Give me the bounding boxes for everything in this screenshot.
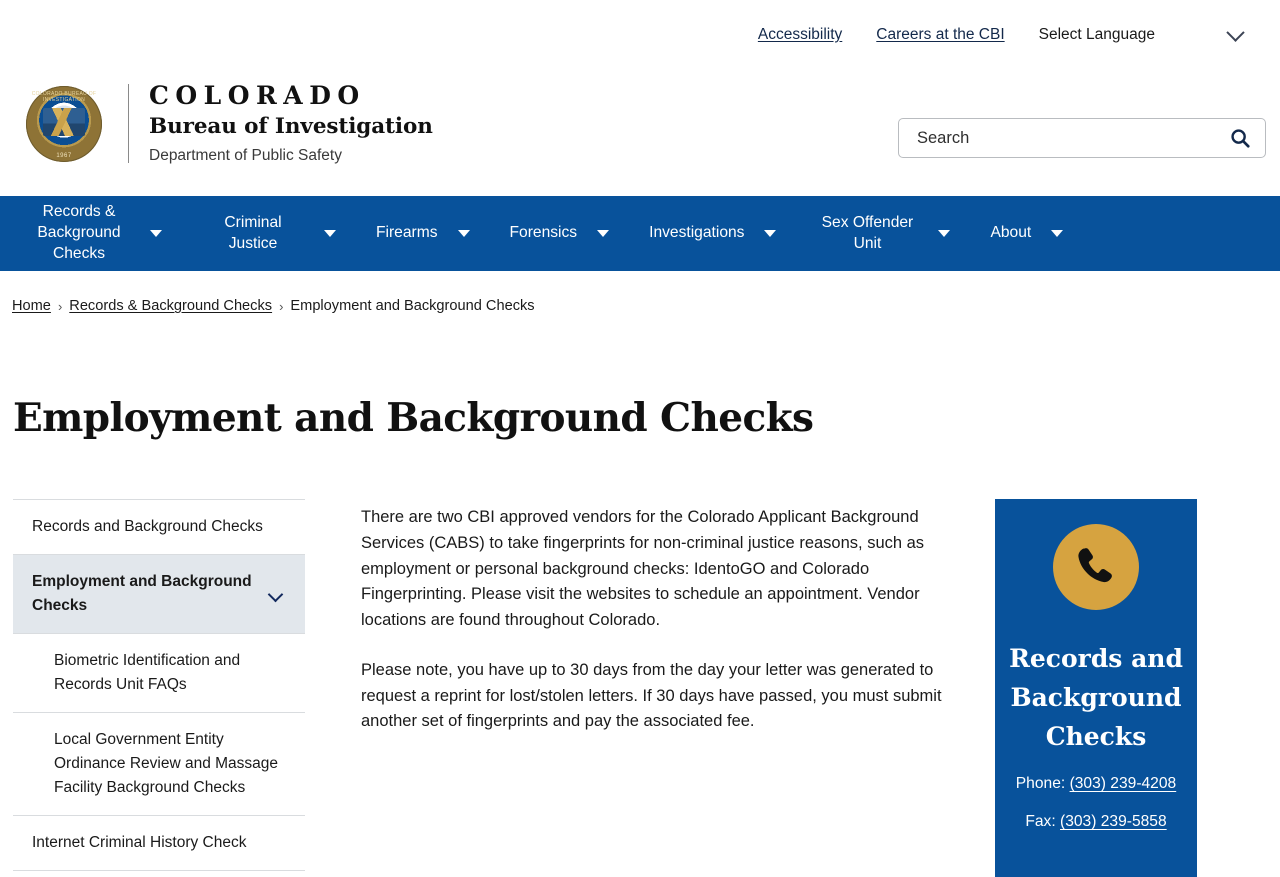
- contact-phone-label: Phone:: [1015, 775, 1066, 793]
- contact-card: [995, 499, 1197, 877]
- nav-label: Forensics: [509, 224, 578, 242]
- sidebar-item-employment-and-background-checks[interactable]: [13, 555, 305, 634]
- chevron-down-icon[interactable]: [324, 230, 336, 237]
- nav-item-sex-offender-unit[interactable]: [802, 196, 976, 271]
- section-navigation: [13, 499, 305, 871]
- cbi-seal-icon: [26, 86, 102, 162]
- contact-phone-row: [1007, 772, 1185, 795]
- brand-line-bureau: Bureau of Investigation: [149, 113, 433, 139]
- brand-line-colorado: COLORADO: [149, 81, 366, 110]
- chevron-down-icon: [1226, 23, 1244, 41]
- brand-divider: [128, 84, 129, 163]
- contact-fax-label: Fax:: [1025, 812, 1056, 830]
- sidebar-item-label: Records and Background Checks: [32, 518, 263, 536]
- chevron-down-icon[interactable]: [764, 230, 776, 237]
- chevron-down-icon[interactable]: [938, 230, 950, 237]
- nav-label: Investigations: [649, 224, 745, 242]
- accessibility-link[interactable]: Accessibility: [757, 26, 843, 43]
- seal-year: 1967: [56, 152, 72, 159]
- sidebar-item-local-government-entity-ordinance-review[interactable]: [13, 713, 305, 816]
- nav-item-firearms[interactable]: [362, 196, 496, 271]
- breadcrumb-separator: ›: [57, 298, 63, 314]
- utility-bar: [0, 0, 1280, 76]
- careers-link[interactable]: Careers at the CBI: [876, 26, 1005, 43]
- sidebar-item-label: Internet Criminal History Check: [32, 834, 247, 852]
- sidebar-item-label: Biometric Identification and Records Unit FAQs: [54, 652, 241, 694]
- nav-item-about[interactable]: [976, 196, 1089, 271]
- content-area: [0, 466, 1280, 877]
- site-logo[interactable]: [0, 80, 433, 167]
- language-selector[interactable]: [1039, 26, 1252, 44]
- breadcrumb-item-records-background-checks[interactable]: Records & Background Checks: [69, 298, 273, 314]
- contact-card-title: Records and Background Checks: [1009, 644, 1183, 751]
- nav-label: Criminal Justice: [224, 213, 282, 252]
- body-paragraph-2: Please note, you have up to 30 days from the day your letter was generated to request a reprint for lost/stolen letters. If 30 days have passed, you must submit another set of fingerprints and pay the associated fee.: [361, 660, 942, 731]
- search-icon: [1229, 127, 1251, 149]
- nav-item-forensics[interactable]: [496, 196, 636, 271]
- chevron-down-icon[interactable]: [458, 230, 470, 237]
- nav-item-investigations[interactable]: [635, 196, 802, 271]
- sidebar-item-label: Local Government Entity Ordinance Review and Massage Facility Background Checks: [54, 731, 279, 797]
- breadcrumb-separator: ›: [279, 298, 284, 314]
- sidebar-item-records-and-background-checks[interactable]: [13, 500, 305, 555]
- brand-text: [149, 80, 433, 167]
- nav-label: Sex Offender Unit: [821, 213, 914, 252]
- chevron-down-icon[interactable]: [597, 230, 609, 237]
- main-navigation: [0, 196, 1280, 271]
- search-input[interactable]: [915, 128, 1227, 149]
- chevron-down-icon[interactable]: [1051, 230, 1063, 237]
- contact-fax-row: [1007, 810, 1185, 833]
- seal-ring-text: COLORADO BUREAU OF INVESTIGATION: [31, 90, 97, 103]
- phone-icon: [1071, 542, 1121, 592]
- nav-label: Firearms: [376, 224, 438, 242]
- contact-fax-link[interactable]: (303) 239-5858: [1060, 812, 1167, 830]
- search-box[interactable]: [898, 118, 1266, 158]
- language-selector-label: Select Language: [1038, 26, 1155, 43]
- phone-icon-circle: [1053, 524, 1139, 610]
- chevron-down-icon[interactable]: [268, 586, 284, 602]
- nav-label: Records & Background Checks: [37, 203, 121, 262]
- chevron-down-icon[interactable]: [150, 230, 162, 237]
- sidebar-item-biometric-identification-records-unit-faqs[interactable]: [13, 634, 305, 713]
- nav-item-records-background-checks[interactable]: [14, 196, 188, 271]
- main-content: [305, 499, 995, 747]
- breadcrumb: [0, 271, 1280, 314]
- body-paragraph-1: There are two CBI approved vendors for the Colorado Applicant Background Services (CABS) to take fingerprints for non-criminal justice reasons, such as employment or personal background checks: IdentoGO and Colorado Fingerprinting. Please visit the websites to schedule an appointment. Vendor locations are found throughout Colorado.: [361, 508, 925, 630]
- breadcrumb-item-home[interactable]: Home: [12, 298, 51, 314]
- brand-line-department: Department of Public Safety: [149, 146, 342, 164]
- sidebar-item-internet-criminal-history-check[interactable]: [13, 816, 305, 871]
- search-area: [898, 80, 1280, 158]
- contact-phone-link[interactable]: (303) 239-4208: [1069, 775, 1177, 793]
- search-button[interactable]: [1227, 127, 1253, 149]
- nav-label: About: [990, 224, 1032, 242]
- sidebar-item-label: Employment and Background Checks: [32, 573, 252, 615]
- nav-item-criminal-justice[interactable]: [188, 196, 362, 271]
- brand-row: [0, 76, 1280, 196]
- page-title: Employment and Background Checks: [13, 395, 814, 442]
- breadcrumb-item-current: Employment and Background Checks: [290, 298, 535, 314]
